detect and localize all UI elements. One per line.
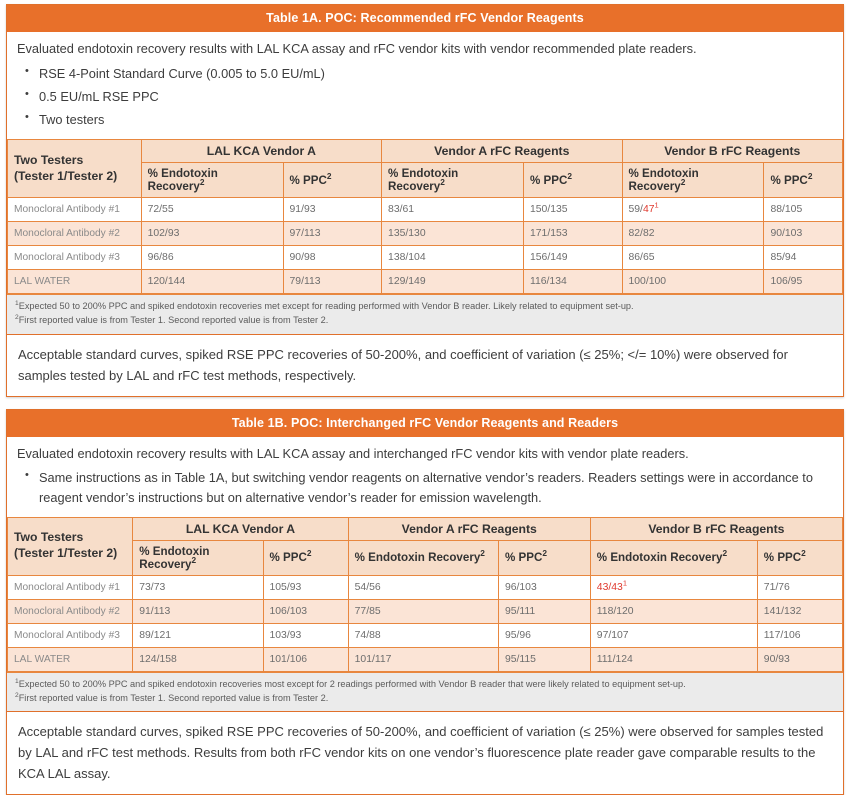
table-row <box>8 575 843 599</box>
table-cell <box>263 575 348 599</box>
subheader-text: % Endotoxin Recovery <box>354 551 481 565</box>
table-1b-subheader-ppc-3 <box>757 540 842 575</box>
table-1b-corner-header <box>8 517 133 575</box>
cell-value: 141/132 <box>763 605 802 617</box>
cell-value-flagged: 47 <box>642 204 655 216</box>
table-1a-subheader-recovery-3 <box>622 163 764 198</box>
table-cell <box>523 270 622 294</box>
footnote-marker: 1 <box>15 300 19 308</box>
footnote-marker: 2 <box>199 177 205 188</box>
footnote-marker: 2 <box>567 170 572 181</box>
footnote-marker: 2 <box>480 548 485 559</box>
footnote-text: Expected 50 to 200% PPC and spiked endotoxin recoveries most except for 2 readings performed with Vendor B reader that were likely related to equipment set-up. <box>18 678 686 689</box>
footnote-marker: 2 <box>680 177 686 188</box>
table-1a-subheader-ppc-2 <box>523 163 622 198</box>
footnote-marker: 2 <box>801 548 806 559</box>
cell-value: 91/93 <box>289 204 316 216</box>
table-cell <box>263 647 348 671</box>
table-1a-grid <box>7 139 843 294</box>
table-row <box>8 623 843 647</box>
table-cell <box>757 647 842 671</box>
subheader-text: % Endotoxin Recovery <box>596 551 723 565</box>
row-label: LAL WATER <box>8 270 142 294</box>
table-1b-intro-lead: Evaluated endotoxin recovery results with LAL KCA assay and interchanged rFC vendor kits with vendor plate readers. <box>17 445 689 461</box>
cell-value: 97/113 <box>289 228 321 240</box>
table-1b-subheader-ppc-1 <box>263 540 348 575</box>
table-row <box>8 647 843 671</box>
table-1a-bullet: • RSE 4-Point Standard Curve (0.005 to 5.0 EU/mL) <box>37 64 833 83</box>
table-1a-subheader-ppc-1 <box>283 163 382 198</box>
row-label: Monocloral Antibody #3 <box>8 623 133 647</box>
cell-value: 150/135 <box>529 204 568 216</box>
corner-line-1: Two Testers <box>14 152 84 167</box>
table-cell <box>283 246 382 270</box>
table-cell <box>590 647 757 671</box>
cell-value: 86/65 <box>628 252 655 264</box>
cell-value: 95/96 <box>504 629 531 641</box>
table-row <box>8 599 843 623</box>
footnote-marker: 2 <box>15 691 19 699</box>
table-cell <box>590 599 757 623</box>
footnote-marker: 2 <box>326 170 332 181</box>
table-1b-group-header-1: LAL KCA Vendor A <box>133 517 348 540</box>
footnote-marker: 2 <box>722 548 728 559</box>
table-cell <box>498 623 590 647</box>
footnote-marker: 1 <box>15 677 19 685</box>
table-cell <box>498 599 590 623</box>
table-row <box>8 246 843 270</box>
table-1b-subheader-recovery-1 <box>133 540 263 575</box>
footnote-line <box>15 678 835 692</box>
table-cell <box>141 198 283 222</box>
cell-value: 111/124 <box>596 653 633 665</box>
cell-value: 120/144 <box>147 276 186 288</box>
table-cell <box>622 198 764 222</box>
cell-value: 71/76 <box>763 581 790 593</box>
cell-value: 100/100 <box>628 276 667 288</box>
cell-value: 89/121 <box>139 629 172 641</box>
footnote-marker: 2 <box>191 554 197 565</box>
table-1b-conclusion: Acceptable standard curves, spiked RSE PPC recoveries of 50-200%, and coefficient of variation (≤ 25%) were observed for samples tested by LAL and rFC test methods. Results from both rFC vendor kits on one vendor’s fluorescence plate reader gave comparable results to the KCA LAL assay. <box>7 712 843 794</box>
table-cell <box>382 222 524 246</box>
table-row <box>8 198 843 222</box>
table-1a-bullet-list <box>17 64 833 130</box>
table-cell <box>382 246 524 270</box>
table-cell <box>764 198 843 222</box>
cell-value: 124/158 <box>139 653 177 665</box>
row-label: Monocloral Antibody #2 <box>8 222 142 246</box>
footnote-marker: 2 <box>542 548 547 559</box>
table-1a-group-header-1: LAL KCA Vendor A <box>141 140 381 163</box>
table-cell <box>133 623 263 647</box>
table-row <box>8 222 843 246</box>
table-cell <box>283 198 382 222</box>
table-cell <box>764 222 843 246</box>
cell-value: 85/94 <box>770 252 797 264</box>
cell-value: 105/93 <box>269 581 302 593</box>
table-1a-head <box>8 140 843 198</box>
table-cell <box>133 575 263 599</box>
table-1a-group-header-3: Vendor B rFC Reagents <box>622 140 843 163</box>
cell-value: 82/82 <box>628 228 655 240</box>
table-cell <box>757 623 842 647</box>
table-1a-title: Table 1A. POC: Recommended rFC Vendor Reagents <box>7 5 843 32</box>
table-1a-conclusion: Acceptable standard curves, spiked RSE PPC recoveries of 50-200%, and coefficient of variation (≤ 25%; </= 10%) were observed for samples tested by LAL and rFC test methods, respectively. <box>7 335 843 396</box>
table-cell <box>348 599 498 623</box>
footnote-line <box>15 314 835 328</box>
table-cell <box>382 198 524 222</box>
table-1b-body <box>8 575 843 671</box>
table-cell <box>263 623 348 647</box>
corner-line-2: (Tester 1/Tester 2) <box>14 168 118 183</box>
footnote-marker: 2 <box>306 548 312 559</box>
table-cell <box>348 623 498 647</box>
cell-value: 83/61 <box>388 204 415 216</box>
table-1b-subheader-recovery-2 <box>348 540 498 575</box>
cell-value: 101/117 <box>354 653 392 665</box>
row-label: LAL WATER <box>8 647 133 671</box>
cell-value-flagged: 43/43 <box>596 581 623 593</box>
subheader-text: % PPC <box>770 173 808 187</box>
cell-value: 54/56 <box>354 581 381 593</box>
table-cell <box>590 575 757 599</box>
subheader-text: % PPC <box>289 173 327 187</box>
cell-value: 103/93 <box>269 629 302 641</box>
table-1b-title: Table 1B. POC: Interchanged rFC Vendor Reagents and Readers <box>7 410 843 437</box>
row-label: Monocloral Antibody #3 <box>8 246 142 270</box>
table-cell <box>764 246 843 270</box>
cell-value: 96/86 <box>147 252 174 264</box>
table-1b-subheader-recovery-3 <box>590 540 757 575</box>
subheader-text: % PPC <box>529 173 568 187</box>
cell-value: 138/104 <box>388 252 426 264</box>
table-1a-footnotes <box>7 294 843 335</box>
table-1a-group-header-2: Vendor A rFC Reagents <box>382 140 622 163</box>
cell-value: 72/55 <box>147 204 174 216</box>
table-1b-bullet-list <box>17 468 833 506</box>
subheader-text: % PPC <box>763 551 802 565</box>
footnote-line <box>15 300 835 314</box>
cell-value: 73/73 <box>139 581 166 593</box>
cell-value: 77/85 <box>354 605 381 617</box>
table-cell <box>348 647 498 671</box>
table-cell <box>523 246 622 270</box>
table-cell <box>523 198 622 222</box>
table-1b-head <box>8 517 843 575</box>
footnote-marker: 1 <box>654 200 659 210</box>
table-cell <box>263 599 348 623</box>
table-1a-intro <box>7 32 843 139</box>
cell-value: 106/103 <box>269 605 308 617</box>
cell-value: 156/149 <box>529 252 568 264</box>
table-cell <box>348 575 498 599</box>
cell-value: 79/113 <box>289 276 321 288</box>
table-cell <box>622 246 764 270</box>
footnote-line <box>15 692 835 706</box>
cell-value: 116/134 <box>529 276 567 288</box>
table-cell <box>764 270 843 294</box>
table-1a-bullet: • 0.5 EU/mL RSE PPC <box>37 87 833 106</box>
table-cell <box>133 647 263 671</box>
corner-line-2: (Tester 1/Tester 2) <box>14 546 118 561</box>
table-cell <box>382 270 524 294</box>
table-1b-block <box>6 409 844 795</box>
footnote-marker: 1 <box>622 578 627 588</box>
cell-value: 118/120 <box>596 605 634 617</box>
cell-value: 90/103 <box>770 228 803 240</box>
cell-value: 88/105 <box>770 204 803 216</box>
table-cell <box>141 270 283 294</box>
table-1b-subheader-ppc-2 <box>498 540 590 575</box>
footnote-marker: 2 <box>440 177 445 188</box>
table-cell <box>283 222 382 246</box>
cell-value: 95/111 <box>504 605 536 617</box>
table-1b-bullet: • Same instructions as in Table 1A, but switching vendor reagents on alternative vendor’s readers. Readers settings were in accordance to reagent vendor’s instructions but on alternative vendor’s reader for emission wavelength. <box>37 468 833 506</box>
corner-line-1: Two Testers <box>14 530 84 545</box>
cell-value: 96/103 <box>504 581 537 593</box>
footnote-text: First reported value is from Tester 1. Second reported value is from Tester 2. <box>18 314 329 325</box>
cell-value: 117/106 <box>763 629 801 641</box>
footnote-text: Expected 50 to 200% PPC and spiked endotoxin recoveries met except for reading performed with Vendor B reader. Likely related to equipment set-up. <box>18 301 634 312</box>
cell-value: 129/149 <box>388 276 426 288</box>
table-cell <box>622 222 764 246</box>
table-cell <box>141 222 283 246</box>
table-1b-group-header-3: Vendor B rFC Reagents <box>590 517 842 540</box>
table-row <box>8 270 843 294</box>
table-1a-subheader-ppc-3 <box>764 163 843 198</box>
table-cell <box>757 575 842 599</box>
footnote-text: First reported value is from Tester 1. Second reported value is from Tester 2. <box>18 692 329 703</box>
table-cell <box>283 270 382 294</box>
table-1b-intro <box>7 437 843 517</box>
table-1a-subheader-recovery-2 <box>382 163 524 198</box>
cell-value: 101/106 <box>269 653 308 665</box>
cell-value: 91/113 <box>139 605 171 617</box>
cell-value: 74/88 <box>354 629 381 641</box>
subheader-text: % Endotoxin Recovery <box>139 544 210 571</box>
table-cell <box>523 222 622 246</box>
cell-value: 106/95 <box>770 276 803 288</box>
row-label: Monocloral Antibody #2 <box>8 599 133 623</box>
cell-value: 90/93 <box>763 653 790 665</box>
table-cell <box>133 599 263 623</box>
table-cell <box>141 246 283 270</box>
table-1a-block <box>6 4 844 397</box>
cell-value: 171/153 <box>529 228 568 240</box>
cell-value: 90/98 <box>289 252 316 264</box>
cell-value: 97/107 <box>596 629 629 641</box>
table-1b-group-row <box>8 517 843 540</box>
row-label: Monocloral Antibody #1 <box>8 575 133 599</box>
table-1a-intro-lead: Evaluated endotoxin recovery results with LAL KCA assay and rFC vendor kits with vendor recommended plate readers. <box>17 41 697 56</box>
cell-value: 59/ <box>628 204 643 216</box>
cell-value: 102/93 <box>147 228 180 240</box>
footnote-marker: 2 <box>15 313 19 321</box>
cell-value: 135/130 <box>388 228 426 240</box>
table-cell <box>622 270 764 294</box>
row-label: Monocloral Antibody #1 <box>8 198 142 222</box>
subheader-text: % PPC <box>504 551 543 565</box>
table-cell <box>498 575 590 599</box>
table-1b-subheader-row <box>8 540 843 575</box>
footnote-marker: 2 <box>807 170 813 181</box>
subheader-text: % PPC <box>269 551 307 565</box>
table-cell <box>757 599 842 623</box>
table-1b-group-header-2: Vendor A rFC Reagents <box>348 517 590 540</box>
table-cell <box>498 647 590 671</box>
subheader-text: % Endotoxin Recovery <box>628 167 699 194</box>
table-1a-corner-header <box>8 140 142 198</box>
subheader-text: % Endotoxin Recovery <box>147 167 218 194</box>
subheader-text: % Endotoxin Recovery <box>388 167 459 194</box>
table-1a-body <box>8 198 843 294</box>
table-cell <box>590 623 757 647</box>
table-1b-footnotes <box>7 672 843 713</box>
cell-value: 95/115 <box>504 653 536 665</box>
table-1a-bullet: • Two testers <box>37 110 833 129</box>
table-1a-subheader-recovery-1 <box>141 163 283 198</box>
table-1a-group-row <box>8 140 843 163</box>
table-1b-grid <box>7 517 843 672</box>
